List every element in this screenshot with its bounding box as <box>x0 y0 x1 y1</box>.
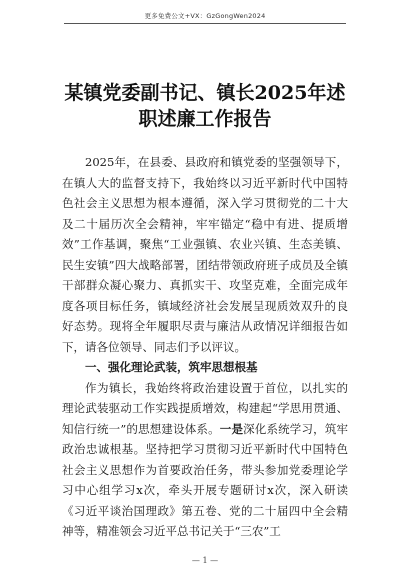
section-1-text-after: 深化系统学习，筑牢政治忠诚根基。坚持把学习贯彻习近平新时代中国特色社会主义思想作为首要政治任务，带头参加党委理论学习中心组学习x次，牵头开展专题研讨x次，深入研读《习近平谈治国理政》第五卷、党的二十届四中全会精神等，精准领会习近平总书记关于“三农”工 <box>62 421 348 538</box>
header-divider <box>64 23 346 24</box>
document-body <box>62 152 348 542</box>
section-1-emphasis: 一是 <box>219 421 244 436</box>
header-note: 更多免费公文+VX：GzGongWen2024 <box>144 12 266 20</box>
page-number: — 1 — <box>191 556 219 565</box>
intro-paragraph: 2025年，在县委、县政府和镇党委的坚强领导下，在镇人大的监督支持下，我始终以习近平新时代中国特色社会主义思想为根本遵循，深入学习贯彻党的二十大及二十届历次全会精神，牢牢锚定“稳中有进、提质增效”工作基调，聚焦“工业强镇、农业兴镇、生态美镇、民生安镇”四大战略部署，团结带领政府班子成员及全镇干部群众凝心聚力、真抓实干、攻坚克难，全面完成年度各项目标任务，镇域经济社会发展呈现质效双升的良好态势。现将全年履职尽责与廉洁从政情况详细报告如下，请各位领导、同志们予以评议。 <box>62 155 348 354</box>
section-1-paragraph <box>62 378 348 542</box>
section-1-text-before: 作为镇长，我始终将政治建设置于首位，以扎实的理论武装驱动工作实践提质增效，构建起“学思用贯通、知信行统一”的思想建设体系。 <box>62 380 348 436</box>
document-title: 某镇党委副书记、镇长2025年述职述廉工作报告 <box>64 82 346 130</box>
section-heading-1: 一、强化理论武装，筑牢思想根基 <box>85 360 258 374</box>
